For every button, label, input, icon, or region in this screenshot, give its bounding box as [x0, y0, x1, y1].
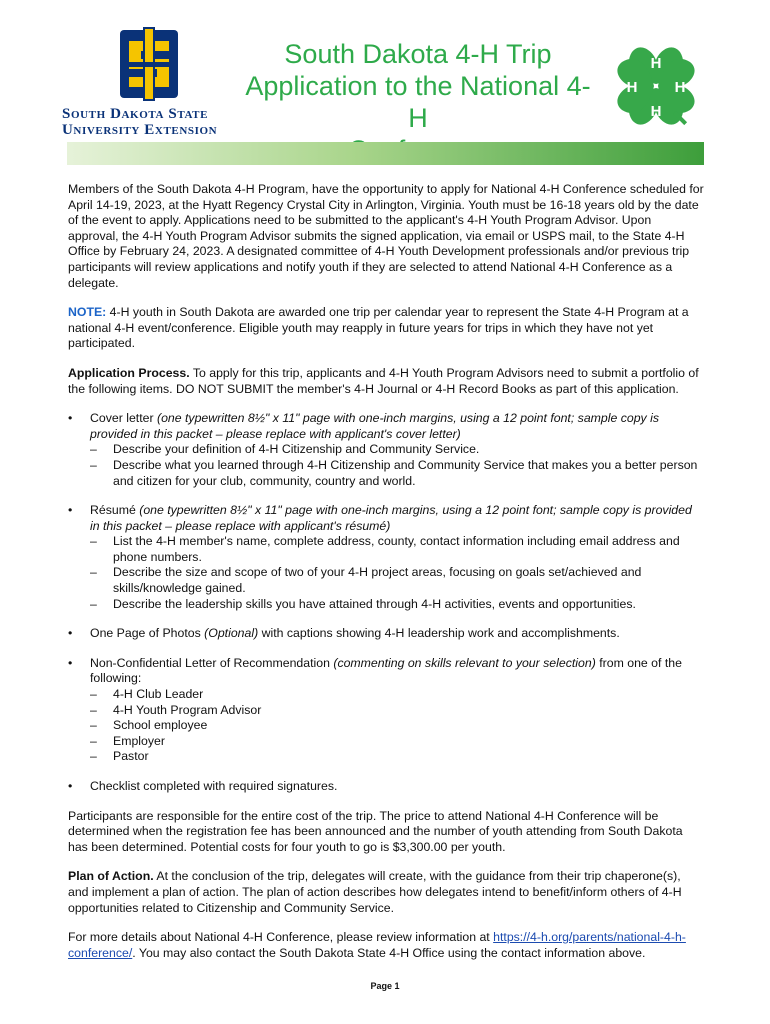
note-text: 4-H youth in South Dakota are awarded one trip per calendar year to represent the State 4-H Program at a national 4-H event/conference. Eligible youth may reapply in future years for trips in which they have not yet participated.: [68, 305, 689, 351]
clover-letter-right: H: [674, 79, 686, 96]
sub-list: [90, 687, 704, 765]
sub-item: – Describe what you learned through 4-H Citizenship and Community Service that makes you a better person and citizen for your club, community, country and world.: [90, 458, 704, 489]
sub-item: – Describe the size and scope of two of your 4-H project areas, focusing on goals set/achieved and skills/knowledge gained.: [90, 565, 704, 596]
sub-item: – School employee: [90, 718, 704, 734]
sub-item: – 4-H Youth Program Advisor: [90, 703, 704, 719]
title-line-1: South Dakota 4-H Trip: [284, 39, 552, 69]
plan-label: Plan of Action.: [68, 869, 154, 884]
item-lead: Checklist completed with required signatures.: [90, 779, 338, 793]
list-item-checklist: [68, 779, 704, 795]
item-italic: (commenting on skills relevant to your selection): [333, 655, 596, 670]
sub-item: – Describe your definition of 4-H Citizenship and Community Service.: [90, 442, 704, 458]
sub-item: – Describe the leadership skills you have attained through 4-H activities, events and opportunities.: [90, 597, 704, 613]
item-lead: Résumé: [90, 503, 140, 518]
item-lead: Cover letter: [90, 411, 157, 426]
item-italic: (one typewritten 8½" x 11" page with one-inch margins, using a 12 point font; sample copy is provided in this packet – please replace with applicant's résumé): [90, 503, 692, 533]
details-paragraph: [68, 930, 704, 961]
sub-list: [90, 534, 704, 612]
process-label: Application Process.: [68, 365, 190, 380]
sdsu-monogram-icon: [116, 26, 182, 102]
logo-line-2: University Extension: [62, 122, 218, 138]
portfolio-items-list: [68, 411, 704, 794]
clover-letter-bottom: H: [650, 103, 662, 120]
sub-item: – Pastor: [90, 749, 704, 765]
plan-text: At the conclusion of the trip, delegates will create, with the guidance from their trip chaperone(s), and implement a plan of action. The plan of action describes how delegates intend to benefit/inform others of 4-H opportunities related to Citizenship and Community Service.: [68, 869, 682, 915]
process-paragraph: [68, 366, 704, 397]
note-label: NOTE:: [68, 305, 107, 320]
list-item-recommendation: [68, 656, 704, 765]
details-text-before: For more details about National 4-H Conference, please review information at: [68, 930, 494, 945]
4h-clover-icon: [608, 38, 704, 134]
item-italic: (Optional): [204, 626, 259, 641]
details-text-after: . You may also contact the South Dakota State 4-H Office using the contact information above.: [132, 945, 646, 960]
header-green-bar: [67, 142, 704, 165]
list-item-photos: [68, 626, 704, 642]
list-item-cover-letter: [68, 411, 704, 489]
page-number: Page 1: [370, 981, 400, 991]
intro-paragraph: Members of the South Dakota 4-H Program, have the opportunity to apply for National 4-H Conference scheduled for April 14-19, 2023, at the Hyatt Regency Crystal City in Arlington, Virginia. Youth must be 16-18 years old by the date of the event to apply. Applications need to be submitted to the applicant's 4-H Youth Program Advisor. Upon approval, the 4-H Youth Program Advisor submits the signed application, via email or USPS mail, to the State 4-H Office by February 24, 2023. A designated committee of 4-H Youth Development professionals and/or previous trip participants will review applications and notify youth if they are selected to attend National 4-H Conference as a delegate.: [68, 182, 704, 290]
process-text: To apply for this trip, applicants and 4-H Youth Program Advisors need to submit a portfolio of the following items. DO NOT SUBMIT the member's 4-H Journal or 4-H Record Books as part of this application.: [68, 365, 699, 396]
list-item-resume: [68, 503, 704, 612]
sub-item: – Employer: [90, 734, 704, 750]
clover-letter-top: H: [650, 55, 662, 72]
item-lead: Non-Confidential Letter of Recommendation: [90, 655, 334, 670]
item-tail: with captions showing 4-H leadership work and accomplishments.: [258, 626, 620, 641]
document-body: [68, 182, 704, 975]
title-line-2: Application to the National 4-H: [245, 71, 591, 133]
item-lead: One Page of Photos: [90, 626, 205, 641]
sub-item: – List the 4-H member's name, complete address, county, contact information including email address and phone numbers.: [90, 534, 704, 565]
clover-letter-left: H: [626, 79, 638, 96]
conference-link[interactable]: https://4-h.org/parents/national-4-h-conference/: [68, 930, 686, 960]
item-italic: (one typewritten 8½" x 11" page with one-inch margins, using a 12 point font; sample copy is provided in this packet – please replace with applicant's cover letter): [90, 411, 660, 441]
item-tail: from one of the following:: [90, 655, 682, 686]
cost-paragraph: Participants are responsible for the entire cost of the trip. The price to attend National 4-H Conference will be determined when the registration fee has been announced and the number of youth attending from South Dakota has been determined. Potential costs for four youth to go is $3,300.00 per youth.: [68, 808, 683, 854]
sub-item: – 4-H Club Leader: [90, 687, 704, 703]
plan-paragraph: [68, 869, 704, 916]
note-paragraph: [68, 305, 704, 352]
logo-line-1: South Dakota State: [62, 106, 209, 122]
sub-list: [90, 442, 704, 489]
sdsu-extension-logo: [62, 26, 242, 138]
